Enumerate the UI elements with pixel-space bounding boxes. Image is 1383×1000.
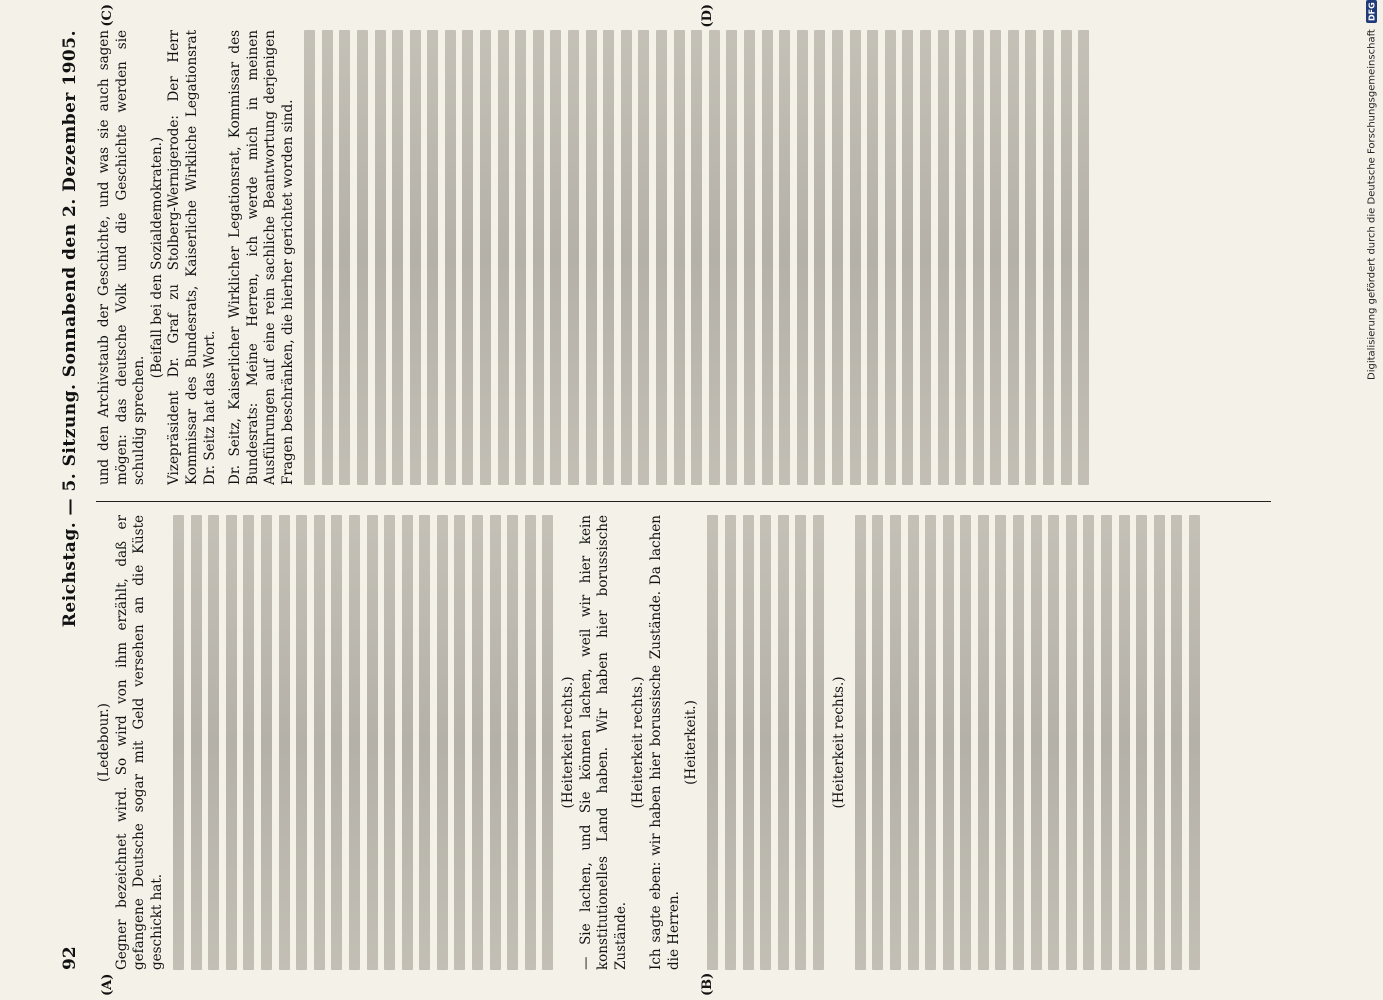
- digitization-note: Digitalisierung gefördert durch die Deutsche Forschungsgemeinschaft: [1366, 28, 1378, 380]
- interjection-4: (Heiterkeit rechts.): [830, 676, 847, 809]
- digitization-strip: [1361, 0, 1383, 1000]
- page-header: [60, 30, 86, 970]
- right-paragraph-1: und den Archivstaub der Geschichte, und was sie auch sagen mögen: das deutsche Volk und die Geschichte werden sie schuldig sprechen.: [96, 30, 148, 485]
- right-column: [96, 30, 1271, 485]
- left-paragraph-3: Ich sagte eben: wir haben hier borussische Zustände. Da lachen die Herren.: [648, 515, 682, 970]
- right-paragraph-2: Vizepräsident Dr. Graf zu Stolberg-Wernigerode: Der Herr Kommissar des Bundesrats, Kaiserliche Wirkliche Legationsrat Dr. Seitz hat das Wort.: [166, 30, 218, 485]
- margin-marker-d: (D): [700, 4, 715, 28]
- interjection-2: (Heiterkeit rechts.): [630, 676, 647, 809]
- left-column: [96, 515, 1271, 970]
- margin-marker-c: (C): [100, 4, 115, 27]
- margin-marker-a: (A): [100, 973, 115, 996]
- speaker-label: (Ledebour.): [96, 703, 112, 782]
- dfg-logo-icon: DFG: [1367, 2, 1377, 21]
- left-paragraph-1: Gegner bezeichnet wird. So wird von ihm erzählt, daß er gefangene Deutsche sogar mit Geld versehen an die Küste geschickt hat.: [113, 515, 165, 970]
- right-paragraph-3: Dr. Seitz, Kaiserlicher Wirklicher Legationsrat, Kommissar des Bundesrats: Meine Herren, ich werde mich in meinen Ausführungen auf eine rein sachliche Beantwortung derjenigen Fragen beschränken, die hierher gerichtet worden sind.: [227, 30, 296, 485]
- page-title: Reichstag. — 5. Sitzung. Sonnabend den 2. Dezember 1905.: [60, 30, 80, 628]
- margin-marker-b: (B): [700, 972, 715, 996]
- left-paragraph-2: — Sie lachen, und Sie können lachen, weil wir hier kein konstitutionelles Land haben. Wir haben hier borussische Zustände.: [577, 515, 629, 970]
- column-divider: [96, 501, 1271, 502]
- interjection-3: (Heiterkeit.): [683, 700, 700, 785]
- applause-note: (Beifall bei den Sozialdemokraten.): [148, 136, 165, 379]
- page-number: 92: [60, 946, 80, 970]
- interjection-1: (Heiterkeit rechts.): [560, 676, 577, 809]
